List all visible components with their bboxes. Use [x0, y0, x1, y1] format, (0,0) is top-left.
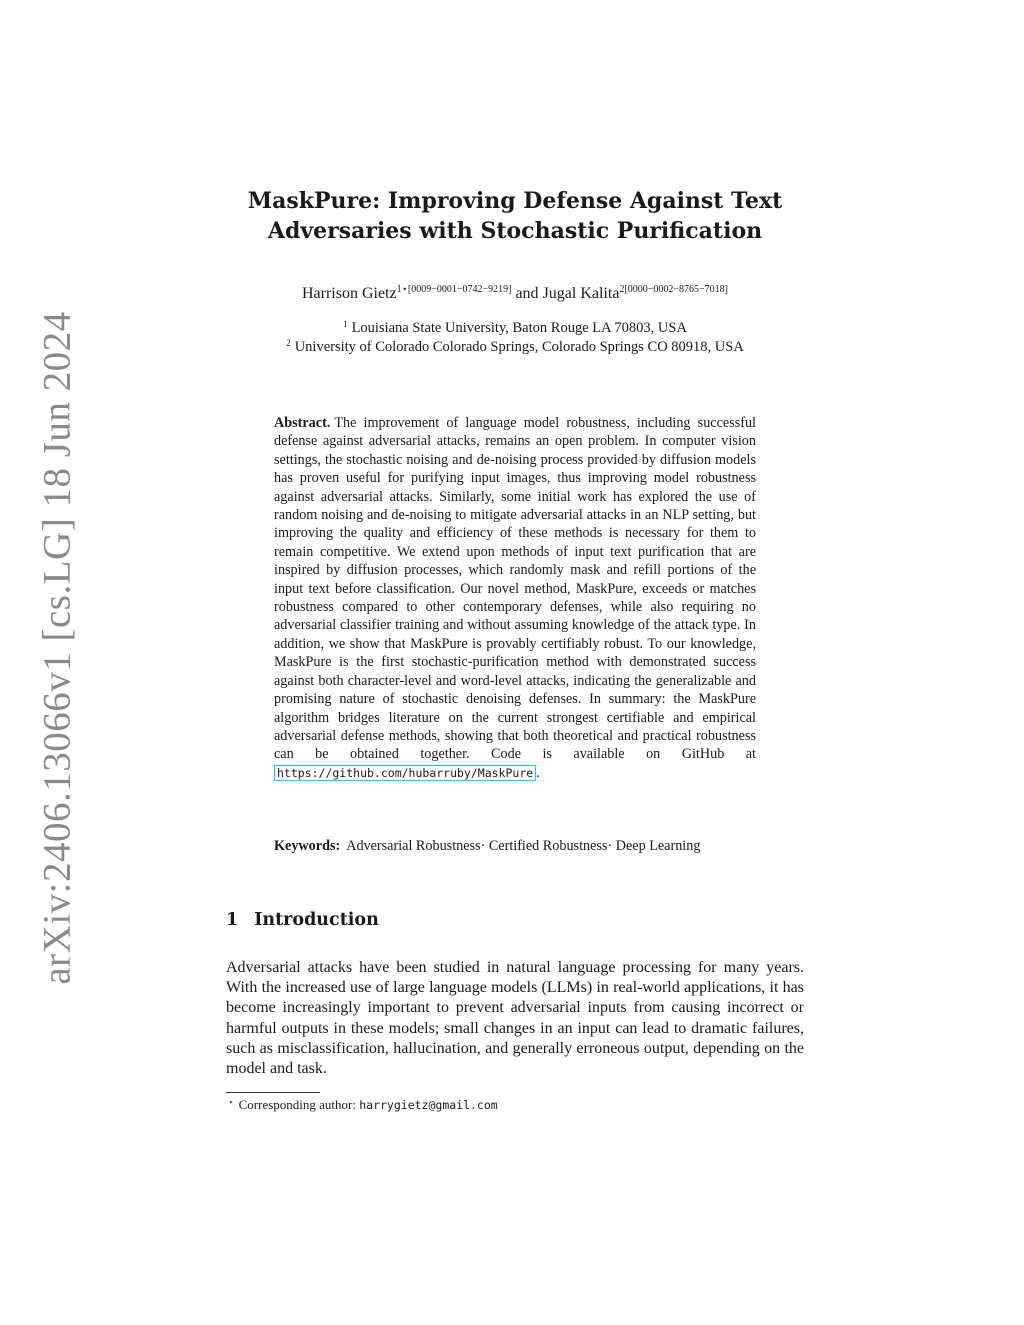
keywords-text: Adversarial Robustness· Certified Robustness· Deep Learning — [346, 838, 701, 854]
author-1-superscript: 1⋆[0009−0001−0742−9219] — [396, 284, 512, 295]
affiliation-2 — [200, 338, 830, 357]
abstract — [274, 414, 756, 782]
keywords — [274, 837, 756, 855]
affiliation-1 — [200, 319, 830, 338]
section-number: 1 — [226, 910, 239, 930]
author-connector: and — [515, 285, 539, 302]
affiliation-1-number: 1 — [343, 319, 348, 329]
footnote-text: Corresponding author: — [238, 1097, 356, 1112]
paper-title — [200, 186, 830, 246]
introduction-paragraph: Adversarial attacks have been studied in natural language processing for many years. With the increased use of large language models (LLMs) in real-world applications, it has become increasingly important to prevent adversarial inputs from causing incorrect or harmful outputs in these models; small changes in an input can lead to dramatic failures, such as misclassification, hallucination, and generally erroneous output, depending on the model and task. — [226, 959, 804, 1078]
author-2-superscript: 2[0000−0002−8765−7018] — [619, 284, 729, 295]
github-link[interactable]: https://github.com/hubarruby/MaskPure — [274, 765, 536, 781]
section-heading-introduction — [226, 910, 379, 930]
author-2-name: Jugal Kalita — [542, 285, 620, 302]
affiliation-1-text: Louisiana State University, Baton Rouge LA 70803, USA — [351, 320, 687, 336]
footnote-email[interactable]: harrygietz@gmail.com — [359, 1098, 498, 1112]
author-list — [200, 284, 830, 304]
keywords-label: Keywords: — [274, 838, 341, 854]
affiliation-2-number: 2 — [286, 338, 291, 348]
author-1-name: Harrison Gietz — [301, 285, 397, 302]
footnote-mark: ⋆ — [228, 1097, 234, 1107]
abstract-end-period: . — [536, 764, 540, 781]
section-title: Introduction — [254, 910, 379, 930]
abstract-text: The improvement of language model robustness, including successful defense against adversarial attacks, remains an open problem. In computer vision settings, the stochastic noising and de-noising process provided by diffusion models has proven useful for purifying input images, thus improving model robustness against adversarial attacks. Similarly, some initial work has explored the use of random noising and de-noising to mitigate adversarial attacks in an NLP setting, but improving the quality and efficiency of these methods is necessary for them to remain competitive. We extend upon methods of input text purification that are inspired by diffusion processes, which randomly mask and refill portions of the input text before classification. Our novel method, MaskPure, exceeds or matches robustness compared to other contemporary defenses, while also requiring no adversarial classifier training and without assuming knowledge of the attack type. In addition, we show that MaskPure is provably certifiably robust. To our knowledge, MaskPure is the first stochastic-purification method with demonstrated success against both character-level and word-level attacks, indicating the generalizable and promising nature of stochastic denoising defenses. In summary: the MaskPure algorithm bridges literature on the current strongest certifiable and empirical adversarial defense methods, showing that both theoretical and practical robustness can be obtained together. Code is available on GitHub at — [274, 415, 756, 763]
title-line-1: MaskPure: Improving Defense Against Text — [247, 188, 783, 214]
arxiv-identifier-stamp: arXiv:2406.13066v1 [cs.LG] 18 Jun 2024 — [35, 311, 79, 985]
affiliation-2-text: University of Colorado Colorado Springs, Colorado Springs CO 80918, USA — [294, 339, 744, 355]
footnote-divider — [226, 1092, 320, 1093]
title-line-2: Adversaries with Stochastic Purification — [267, 218, 763, 244]
abstract-label: Abstract. — [274, 415, 331, 431]
footnote — [228, 1096, 498, 1114]
affiliation-list — [200, 319, 830, 357]
